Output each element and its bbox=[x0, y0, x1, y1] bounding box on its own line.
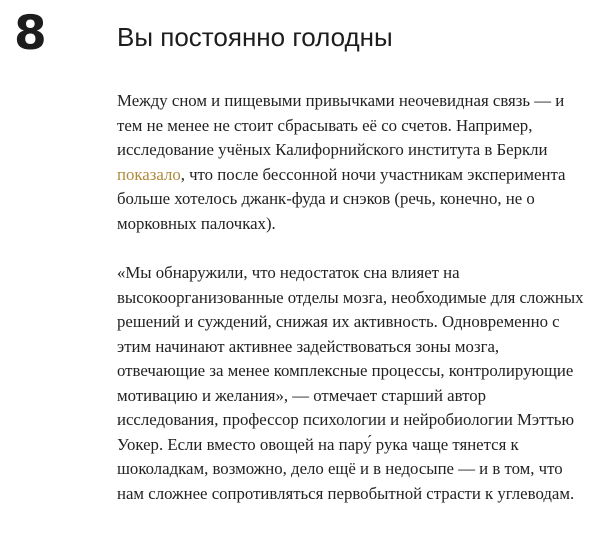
study-link[interactable]: показало bbox=[117, 164, 181, 184]
paragraph-quote: «Мы обнаружили, что недостаток сна влияет на высокоорганизованные отделы мозга, необходимые для сложных решений и суждений, снижая их активность. Одновременно с этим начинают активнее задействоваться зоны мозга, отвечающие за менее комплексные процессы, контролирующие мотивацию и желания», — отмечает старший автор исследования, профессор психологии и нейробиологии Мэттью Уокер. Если вместо овощей на пару́ рука чаще тянется к шоколадкам, возможно, дело ещё и в недосыпе — и в том, что нам сложнее сопротивляться первобытной страсти к углеводам. bbox=[117, 263, 584, 503]
paragraph-intro-text-before-link: Между сном и пищевыми привычками неочевидная связь — и тем не менее не стоит сбрасывать её со счетов. Например, исследование учёных Калифорнийского института в Беркли bbox=[117, 91, 565, 159]
article-body bbox=[117, 89, 587, 506]
section-number: 8 bbox=[14, 6, 46, 61]
paragraph-intro-text-after-link: , что после бессонной ночи участникам эксперимента больше хотелось джанк-фуда и снэков (речь, конечно, не о морковных палочках). bbox=[117, 164, 566, 233]
paragraph-intro bbox=[117, 89, 587, 236]
section-title: Вы постоянно голодны bbox=[117, 22, 393, 52]
